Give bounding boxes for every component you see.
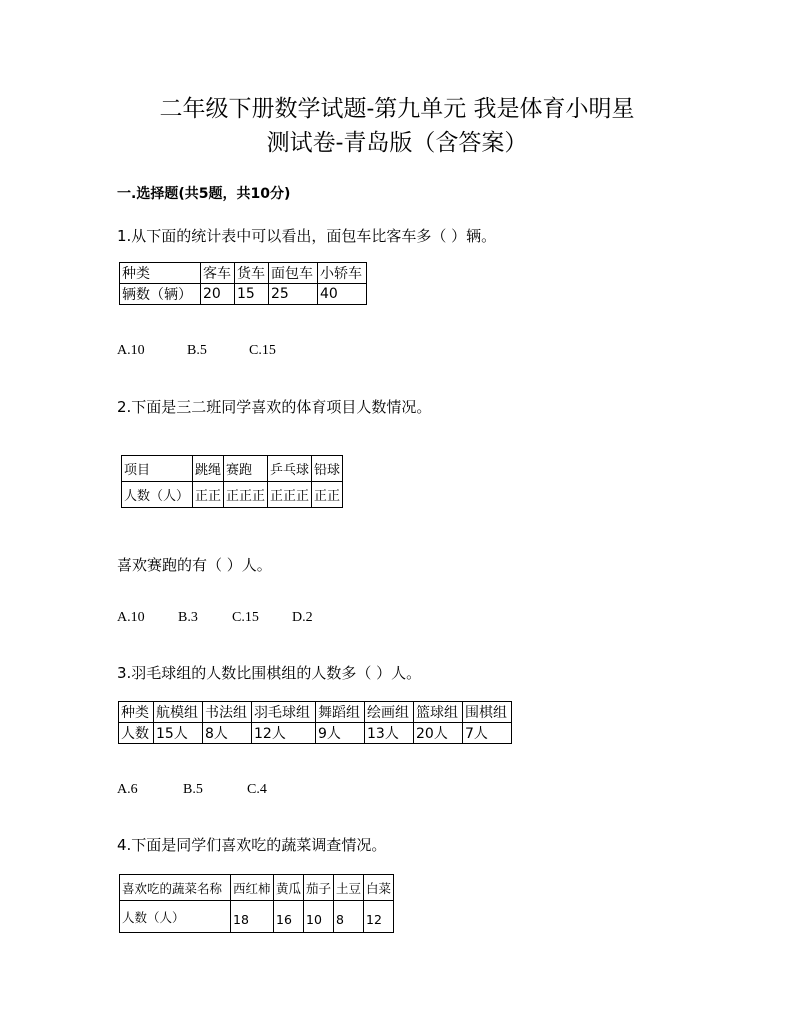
- table-cell: 25: [269, 284, 318, 305]
- table-cell: 铅球: [312, 456, 343, 482]
- table-cell: 正正正: [224, 482, 268, 508]
- option-a[interactable]: A.10: [117, 610, 145, 625]
- table-cell: 9人: [316, 723, 365, 744]
- option-b[interactable]: B.5: [187, 343, 207, 358]
- table-row: [120, 284, 367, 305]
- table-cell: 13人: [365, 723, 414, 744]
- table-cell: 面包车: [269, 263, 318, 284]
- table-cell: 围棋组: [463, 702, 512, 723]
- option-d[interactable]: D.2: [292, 610, 313, 625]
- table-cell: 正正: [193, 482, 224, 508]
- table-cell: 客车: [201, 263, 235, 284]
- table-cell: 黄瓜: [274, 875, 304, 901]
- table-row: [122, 482, 343, 508]
- table-cell: 茄子: [304, 875, 334, 901]
- table-cell: 西红柿: [231, 875, 274, 901]
- table-cell: 15人: [154, 723, 203, 744]
- table-cell: 15: [235, 284, 269, 305]
- table-cell: 8: [334, 901, 364, 933]
- table-cell: 货车: [235, 263, 269, 284]
- table-cell: 人数: [119, 723, 154, 744]
- table-cell: 航模组: [154, 702, 203, 723]
- table-cell: 12人: [252, 723, 316, 744]
- table-cell: 书法组: [203, 702, 252, 723]
- option-b[interactable]: B.3: [178, 610, 198, 625]
- table-cell: 20人: [414, 723, 463, 744]
- table-cell: 18: [231, 901, 274, 933]
- table-row: [122, 456, 343, 482]
- page-title-line2: 测试卷-青岛版（含答案）: [266, 130, 528, 156]
- option-c[interactable]: C.15: [249, 343, 276, 358]
- table-row: [119, 723, 512, 744]
- table-cell: 种类: [119, 702, 154, 723]
- question-1-options: [117, 343, 276, 359]
- question-2-text: 2.下面是三二班同学喜欢的体育项目人数情况。: [117, 398, 432, 416]
- option-c[interactable]: C.4: [247, 782, 267, 797]
- table-cell: 篮球组: [414, 702, 463, 723]
- option-c[interactable]: C.15: [232, 610, 259, 625]
- table-cell: 辆数（辆）: [120, 284, 201, 305]
- table-cell: 土豆: [334, 875, 364, 901]
- table-row: [120, 901, 394, 933]
- table-cell: 人数（人）: [120, 901, 231, 933]
- table-cell: 小轿车: [318, 263, 367, 284]
- table-cell: 白菜: [364, 875, 394, 901]
- table-cell: 20: [201, 284, 235, 305]
- question-2-options: [117, 610, 313, 626]
- table-cell: 赛跑: [224, 456, 268, 482]
- table-cell: 跳绳: [193, 456, 224, 482]
- table-cell: 10: [304, 901, 334, 933]
- table-row: [120, 875, 394, 901]
- question-3-options: [117, 782, 267, 798]
- table-cell: 40: [318, 284, 367, 305]
- option-b[interactable]: B.5: [183, 782, 203, 797]
- table-cell: 8人: [203, 723, 252, 744]
- table-row: [119, 702, 512, 723]
- section-heading: 一.选择题(共5题，共10分): [117, 186, 291, 202]
- question-1-table: [119, 262, 367, 305]
- table-cell: 人数（人）: [122, 482, 193, 508]
- question-1-text: 1.从下面的统计表中可以看出，面包车比客车多（ ）辆。: [117, 227, 497, 245]
- table-cell: 羽毛球组: [252, 702, 316, 723]
- question-2-table: [121, 455, 343, 508]
- table-cell: 舞蹈组: [316, 702, 365, 723]
- table-row: [120, 263, 367, 284]
- question-4-table: [119, 874, 394, 933]
- table-cell: 乒乓球: [268, 456, 312, 482]
- question-3-table: [118, 701, 512, 744]
- table-cell: 正正正: [268, 482, 312, 508]
- question-2-subtext: 喜欢赛跑的有（ ）人。: [117, 556, 272, 574]
- page-title-line1: 二年级下册数学试题-第九单元 我是体育小明星: [159, 96, 635, 122]
- table-cell: 绘画组: [365, 702, 414, 723]
- table-cell: 项目: [122, 456, 193, 482]
- table-cell: 喜欢吃的蔬菜名称: [120, 875, 231, 901]
- table-cell: 正正: [312, 482, 343, 508]
- question-3-text: 3.羽毛球组的人数比围棋组的人数多（ ）人。: [117, 664, 422, 682]
- table-cell: 12: [364, 901, 394, 933]
- table-cell: 7人: [463, 723, 512, 744]
- table-cell: 种类: [120, 263, 201, 284]
- option-a[interactable]: A.10: [117, 343, 145, 358]
- question-4-text: 4.下面是同学们喜欢吃的蔬菜调查情况。: [117, 836, 387, 854]
- option-a[interactable]: A.6: [117, 782, 138, 797]
- table-cell: 16: [274, 901, 304, 933]
